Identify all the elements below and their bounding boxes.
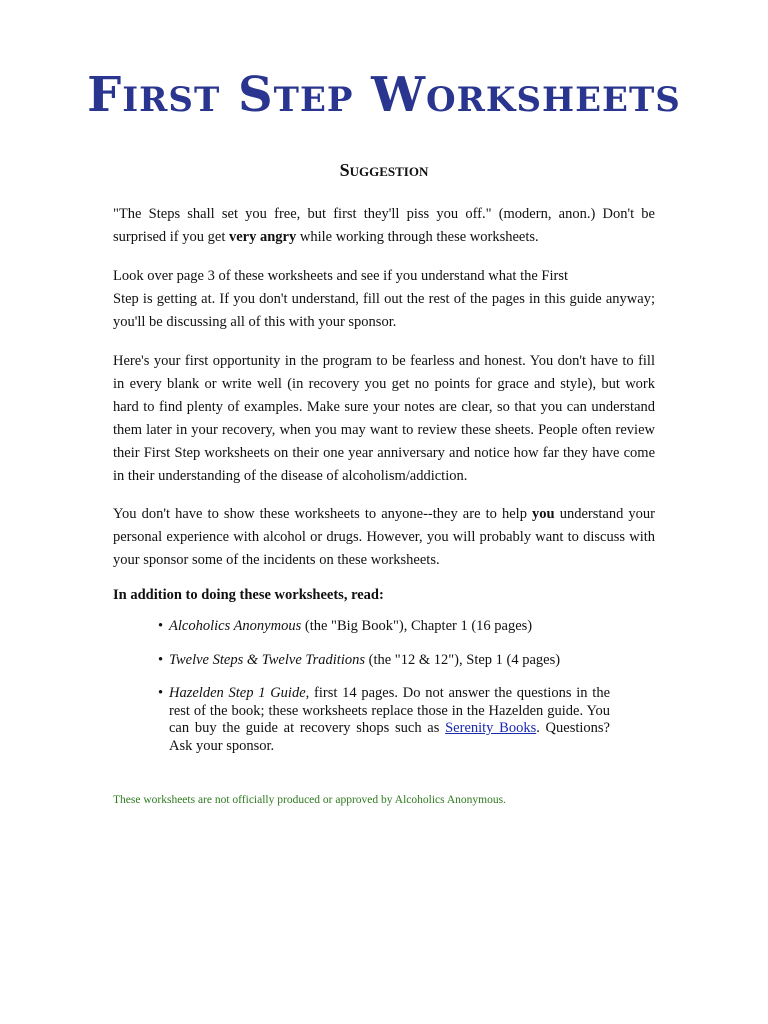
bullet-icon: •: [158, 618, 164, 634]
paragraph-line: Look over page 3 of these worksheets and see if you understand what the First: [113, 268, 569, 284]
list-item-text: (the "Big Book"), Chapter 1 (16 pages): [301, 618, 533, 634]
serenity-books-link[interactable]: Serenity Books: [445, 720, 537, 736]
paragraph-quote: [113, 203, 655, 249]
reading-heading: In addition to doing these worksheets, read:: [113, 587, 384, 603]
paragraph-instructions: [113, 265, 655, 334]
paragraph-honesty: Here's your first opportunity in the program to be fearless and honest. You don't have to fill in every blank or write well (in recovery you get no points for grace and style), but work hard to find plenty of examples. Make sure your notes are clear, so that you can understand them later in your recovery, when you may want to review these sheets. People often review their First Step worksheets on their one year anniversary and notice how far they have come in their understanding of the disease of alcoholism/addiction.: [113, 353, 655, 484]
list-item: [158, 618, 610, 636]
list-item-text: (the "12 & 12"), Step 1 (4 pages): [365, 651, 561, 668]
list-item-text: , first 14 pages. Do not answer the questions in the rest of the book; these worksheets replace those in the Hazelden guide. You can buy the guide at recovery shops such as: [169, 685, 611, 736]
section-heading: Suggestion: [339, 160, 429, 180]
emphasis-text: you: [532, 506, 555, 522]
emphasis-text: very angry: [228, 229, 297, 245]
bullet-icon: •: [158, 651, 164, 668]
bullet-icon: •: [158, 685, 164, 701]
paragraph-text: while working through these worksheets.: [296, 229, 539, 245]
list-item-text: . Questions? Ask your sponsor.: [169, 720, 610, 754]
paragraph-text: Step is getting at. If you don't understand, fill out the rest of the pages in this guide anyway; you'll be discussing all of this with your sponsor.: [113, 291, 655, 330]
book-title: Twelve Steps & Twelve Traditions: [169, 651, 366, 668]
paragraph-privacy: [113, 503, 655, 572]
paragraph-text: understand your personal experience with alcohol or drugs. However, you will probably want to discuss with your sponsor some of the incidents on these worksheets.: [113, 506, 655, 568]
disclaimer-note: These worksheets are not officially produced or approved by Alcoholics Anonymous.: [113, 794, 506, 806]
page-title: First Step Worksheets: [87, 67, 681, 123]
book-title: Alcoholics Anonymous: [169, 618, 302, 634]
paragraph-text: "The Steps shall set you free, but first they'll piss you off." (modern, anon.) Don't be surprised if you get: [113, 206, 655, 245]
list-item: [158, 685, 610, 755]
reading-list: [158, 618, 610, 755]
book-title: Hazelden Step 1 Guide: [169, 685, 306, 701]
list-item: [158, 652, 610, 670]
paragraph-text: You don't have to show these worksheets to anyone--they are to help: [113, 506, 533, 522]
